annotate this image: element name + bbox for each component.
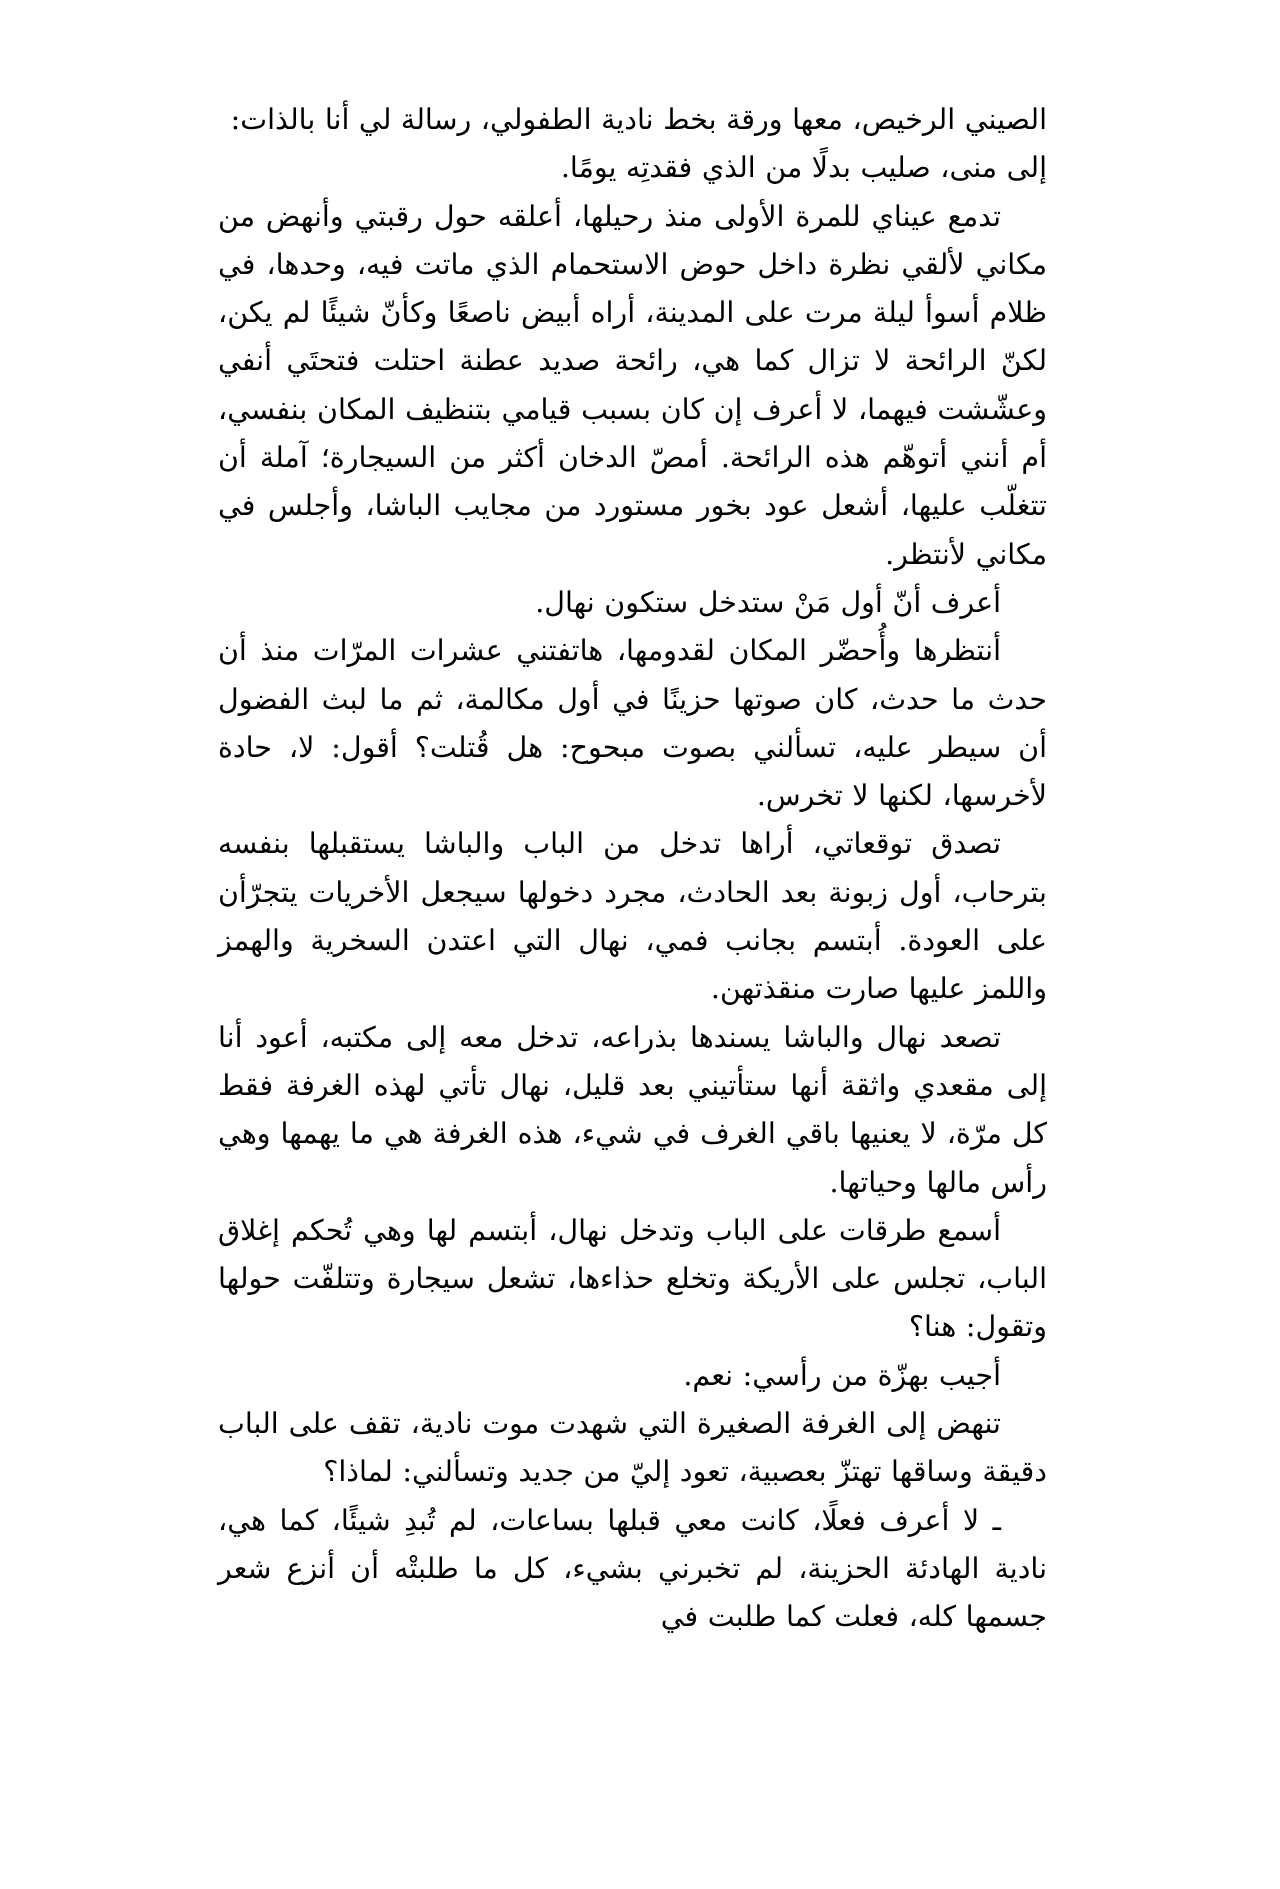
paragraph-body: تدمع عيناي للمرة الأولى منذ رحيلها، أعلقه حول رقبتي وأنهض من مكاني لألقي نظرة داخل حوض الاستحمام الذي ماتت فيه، وحدها، في ظلام أسوأ ليلة مرت على المدينة، أراه أبيض ناصعًا وكأنّ شيئًا لم يكن، لكنّ الرائحة لا تزال كما هي، رائحة صديد عطنة احتلت فتحتَي أنفي وعشّشت فيهما، لا أعرف إن كان بسبب قيامي بتنظيف المكان بنفسي، أم أنني أتوهّم هذه الرائحة. أمصّ الدخان أكثر من السيجارة؛ آملة أن تتغلّب عليها، أشعل عود بخور مستورد من مجايب الباشا، وأجلس في مكاني لأنتظر. bbox=[218, 199, 1047, 571]
paragraph-body: تنهض إلى الغرفة الصغيرة التي شهدت موت نادية، تقف على الباب دقيقة وساقها تهتزّ بعصبية، تعود إليّ من جديد وتسألني: لماذا؟ bbox=[218, 1407, 1047, 1489]
paragraph-body: أسمع طرقات على الباب وتدخل نهال، أبتسم لها وهي تُحكم إغلاق الباب، تجلس على الأريكة وتخلع حذاءها، تشعل سيجارة وتتلفّت حولها وتقول: هنا؟ bbox=[218, 1213, 1047, 1344]
paragraph-continuation: الصيني الرخيص، معها ورقة بخط نادية الطفولي، رسالة لي أنا بالذات: bbox=[230, 103, 1047, 136]
paragraph-body: تصدق توقعاتي، أراها تدخل من الباب والباشا يستقبلها بنفسه بترحاب، أول زبونة بعد الحادث، مجرد دخولها سيجعل الأخريات يتجرّأن على العودة. أبتسم بجانب فمي، نهال التي اعتدن السخرية والهمز واللمز عليها صارت منقذتهن. bbox=[218, 827, 1047, 1006]
paragraph-body: أعرف أنّ أول مَنْ ستدخل ستكون نهال. bbox=[535, 585, 1001, 619]
paragraph-body: أنتظرها وأُحضّر المكان لقدومها، هاتفتني عشرات المرّات منذ أن حدث ما حدث، كان صوتها حزينًا في أول مكالمة، ثم ما لبث الفضول أن سيطر عليه، تسألني بصوت مبحوح: هل قُتلت؟ أقول: لا، حادة لأخرسها، لكنها لا تخرس. bbox=[218, 634, 1047, 813]
paragraph-body: تصعد نهال والباشا يسندها بذراعه، تدخل معه إلى مكتبه، أعود أنا إلى مقعدي واثقة أنها ستأتيني بعد قليل، نهال تأتي لهذه الغرفة فقط كل مرّة، لا يعنيها باقي الغرف في شيء، هذه الغرفة هي ما يهمها وهي رأس مالها وحياتها. bbox=[218, 1020, 1047, 1199]
page-text-column bbox=[218, 96, 1047, 1642]
paragraph-quote-line: إلى منى، صليب بدلًا من الذي فقدتِه يومًا. bbox=[560, 151, 1047, 185]
paragraph-body: أجيب بهزّة من رأسي: نعم. bbox=[683, 1358, 1001, 1392]
paragraph-body-last: ـ لا أعرف فعلًا، كانت معي قبلها بساعات، لم تُبدِ شيئًا، كما هي، نادية الهادئة الحزينة، لم تخبرني بشيء، كل ما طلبتْه أن أنزع شعر جسمها كله، فعلت كما طلبت في bbox=[218, 1503, 1047, 1634]
